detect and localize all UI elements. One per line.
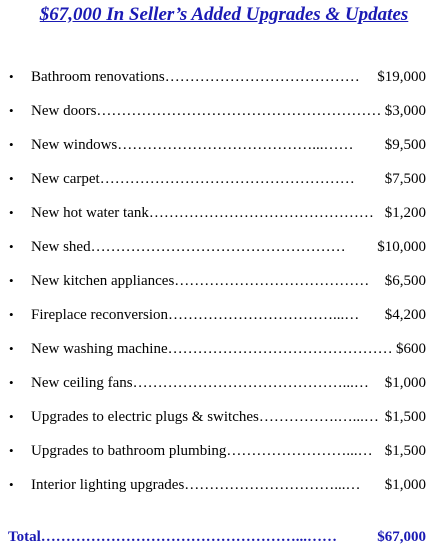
list-item (0, 202, 448, 236)
list-item (0, 372, 448, 406)
bullet-icon: • (9, 443, 14, 458)
list-item (0, 338, 448, 372)
item-price: $4,200 (384, 304, 426, 326)
item-label: New windows (31, 137, 118, 153)
dot-leader: ………………………………… (174, 273, 370, 289)
dot-leader: …………….…...… (258, 409, 379, 425)
item-price: $9,500 (384, 134, 426, 156)
list-item (0, 168, 448, 202)
item-label: Interior lighting upgrades (31, 477, 185, 493)
item-label: New kitchen appliances (31, 273, 175, 289)
dot-leader: ………………………………… (164, 69, 360, 85)
item-label: New carpet (31, 171, 100, 187)
list-item (0, 440, 448, 474)
bullet-icon: • (9, 205, 14, 220)
item-label: New ceiling fans (31, 375, 133, 391)
item-price: $1,000 (384, 372, 426, 394)
bullet-icon: • (9, 137, 14, 152)
list-item (0, 474, 448, 508)
item-label: New hot water tank (31, 205, 149, 221)
dot-leader: …………………………………...…… (117, 137, 354, 153)
dot-leader: ……………………………………………...…… (40, 529, 338, 545)
item-price: $1,000 (384, 474, 426, 496)
list-item (0, 406, 448, 440)
dot-leader: …………………………………………… (90, 239, 346, 255)
dot-leader: ………………………………………………… (96, 103, 382, 119)
bullet-icon: • (9, 171, 14, 186)
item-price: $10,000 (376, 236, 426, 258)
dot-leader: ……………………………...… (168, 307, 360, 323)
bullet-icon: • (9, 307, 14, 322)
list-item (0, 270, 448, 304)
item-label: New washing machine (31, 341, 168, 357)
item-price: $1,500 (384, 406, 426, 428)
total-price: $67,000 (376, 526, 426, 548)
dot-leader: ……………………………………… (148, 205, 374, 221)
list-item (0, 304, 448, 338)
list-item (0, 134, 448, 168)
list-item (0, 66, 448, 100)
item-price: $1,500 (384, 440, 426, 462)
dot-leader: …………………………...… (184, 477, 361, 493)
item-price: $1,200 (384, 202, 426, 224)
bullet-icon: • (9, 239, 14, 254)
bullet-icon: • (9, 341, 14, 356)
dot-leader: ……………………...… (226, 443, 373, 459)
bullet-icon: • (9, 103, 14, 118)
bullet-icon: • (9, 409, 14, 424)
list-item (0, 236, 448, 270)
bullet-icon: • (9, 477, 14, 492)
upgrades-list (0, 66, 448, 508)
page-title: $67,000 In Seller’s Added Upgrades & Updates (39, 4, 409, 25)
item-price: $7,500 (384, 168, 426, 190)
item-price: $3,000 (384, 100, 426, 122)
dot-leader: …………………………………………… (99, 171, 355, 187)
dot-leader: ……………………………………… (167, 341, 393, 357)
total-row (0, 526, 448, 548)
item-price: $6,500 (384, 270, 426, 292)
item-price: $600 (395, 338, 426, 360)
item-label: New shed (31, 239, 91, 255)
item-label: New doors (31, 103, 97, 119)
list-item (0, 100, 448, 134)
total-label: Total (8, 529, 41, 545)
bullet-icon: • (9, 273, 14, 288)
item-label: Upgrades to bathroom plumbing (31, 443, 227, 459)
bullet-icon: • (9, 375, 14, 390)
item-label: Bathroom renovations (31, 69, 165, 85)
item-label: Upgrades to electric plugs & switches (31, 409, 259, 425)
bullet-icon: • (9, 69, 14, 84)
item-label: Fireplace reconversion (31, 307, 169, 323)
dot-leader: ……………………………………...… (132, 375, 369, 391)
item-price: $19,000 (376, 66, 426, 88)
